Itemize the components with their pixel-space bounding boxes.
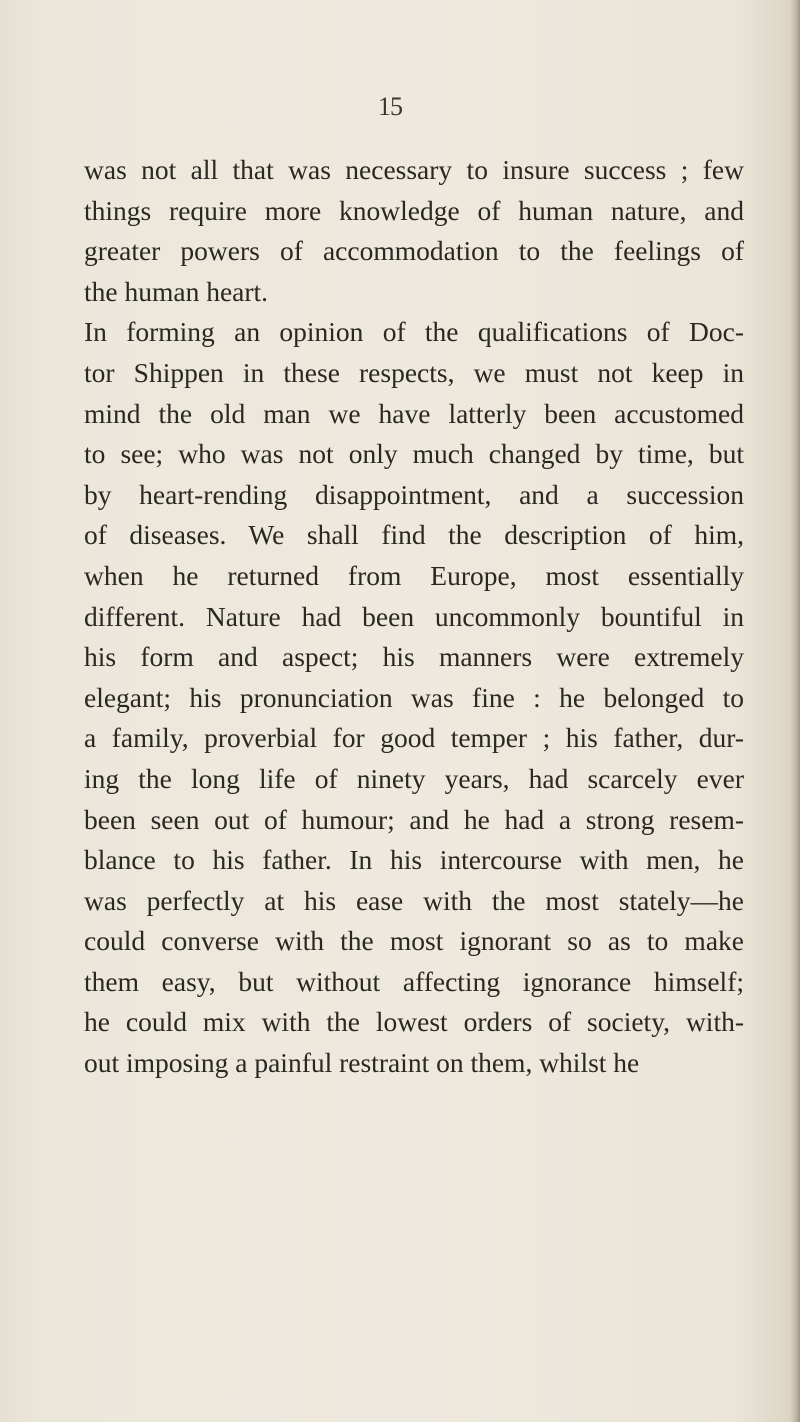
page-edge-shadow — [790, 0, 800, 1422]
text-line: to see; who was not only much changed by time, but — [84, 438, 744, 470]
text-line: was perfectly at his ease with the most stately—he — [84, 884, 744, 916]
text-line: things require more knowledge of human nature, and — [84, 194, 744, 226]
text-line: blance to his father. In his intercourse with men, he — [84, 844, 744, 876]
text-line: of diseases. We shall find the description of him, — [84, 519, 744, 551]
text-line: when he returned from Europe, most essentially — [84, 559, 744, 591]
text-line: could converse with the most ignorant so as to make — [84, 925, 744, 957]
text-line: tor Shippen in these respects, we must not keep in — [84, 356, 744, 388]
page-number: 15 — [378, 92, 402, 121]
text-line: mind the old man we have latterly been accustomed — [84, 397, 744, 429]
text-line: was not all that was necessary to insure success ; few — [84, 154, 744, 185]
body-text — [84, 150, 744, 1084]
text-line: elegant; his pronunciation was fine : he belonged to — [84, 681, 744, 713]
text-line: been seen out of humour; and he had a strong resem- — [84, 803, 744, 835]
text-line: out imposing a painful restraint on them, whilst he — [84, 1047, 640, 1079]
text-line: his form and aspect; his manners were extremely — [84, 641, 744, 673]
text-line: he could mix with the lowest orders of society, with- — [84, 1006, 744, 1038]
text-line: the human heart. — [84, 275, 269, 307]
text-line: ing the long life of ninety years, had scarcely ever — [84, 762, 744, 794]
text-line: them easy, but without affecting ignorance himself; — [84, 965, 744, 997]
text-line: a family, proverbial for good temper ; his father, dur- — [84, 722, 744, 754]
text-line: greater powers of accommodation to the feelings of — [84, 235, 744, 267]
text-line: In forming an opinion of the qualifications of Doc- — [84, 316, 744, 348]
text-line: by heart-rending disappointment, and a succession — [84, 478, 744, 510]
text-line: different. Nature had been uncommonly bountiful in — [84, 600, 744, 632]
